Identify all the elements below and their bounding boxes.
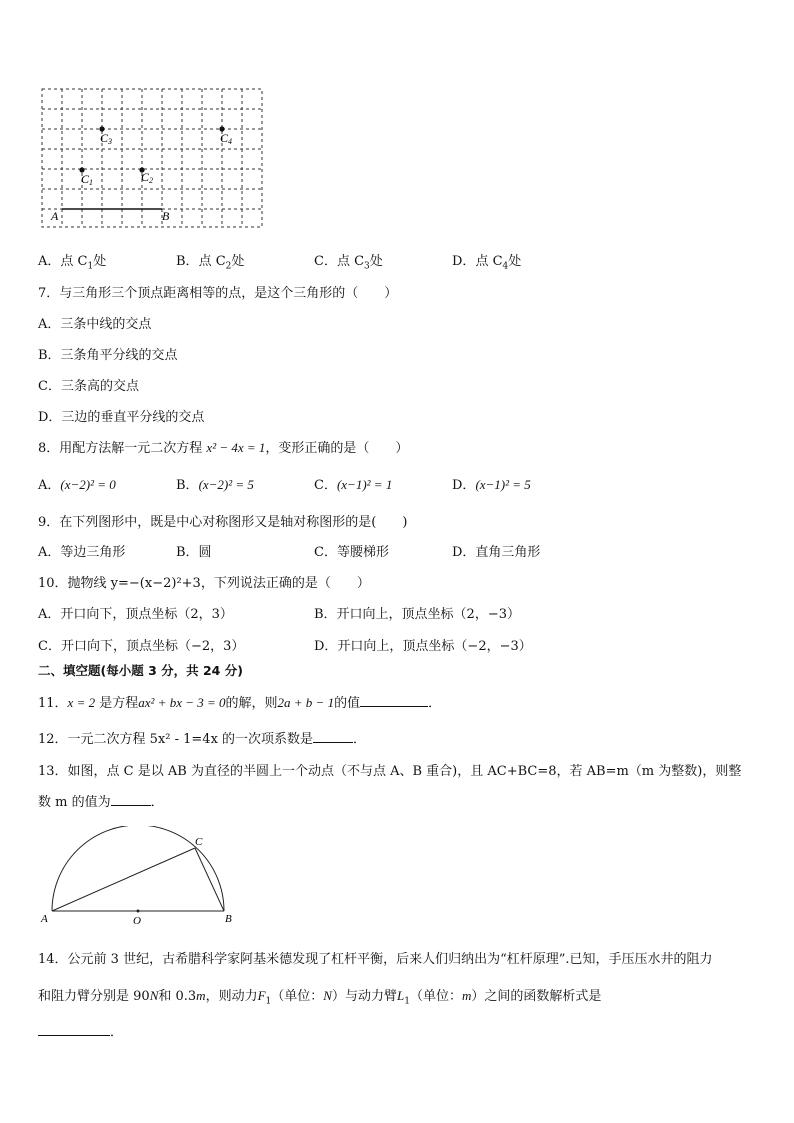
q6-option-c: C．点 $C_3$处 <box>314 254 383 272</box>
label-o: O <box>133 915 141 926</box>
q9-option-c: C．等腰梯形 <box>314 545 389 560</box>
label-c2: C2 <box>141 170 154 185</box>
label-a: A <box>41 913 48 925</box>
q13-line1: 13．如图，点 C 是以 AB 为直径的半圆上一个动点（不与点 A、B 重合)，且 AC+BC=8，若 AB=m（m 为整数)，则整 <box>38 764 742 779</box>
answer-blank <box>313 729 353 743</box>
semicircle-figure <box>38 826 248 926</box>
q12: 12．一元二次方程 5x² - 1=4x 的一次项系数是 ． <box>38 728 366 747</box>
q10-option-b: B．开口向上，顶点坐标（2，−3） <box>314 607 520 622</box>
label-c: C <box>195 836 203 848</box>
q6-option-d: D．点 $C_4$处 <box>452 254 522 272</box>
q9-option-b: B．圆 <box>176 545 212 560</box>
q13-line2: 数 m 的值为 ． <box>38 791 164 810</box>
q7-option-b: B．三条角平分线的交点 <box>38 348 178 363</box>
section-title: 二、填空题(每小题 3 分，共 24 分) <box>38 663 243 678</box>
q10-option-d: D．开口向上，顶点坐标（−2，−3） <box>314 639 532 654</box>
q14-line2: 和阻力臂分别是 90N和 0.3m，则动力$F_1$（单位：N）与动力臂$L_1$（单位：m）之间的函数解析式是 <box>38 988 602 1007</box>
q8-option-b: B．(x−2)² = 5 <box>176 477 254 493</box>
q14-line3: ． <box>38 1021 123 1040</box>
q7-option-c: C．三条高的交点 <box>38 379 139 394</box>
q8-option-a: A．(x−2)² = 0 <box>38 477 116 493</box>
q8-option-c: C．(x−1)² = 1 <box>314 477 393 493</box>
q6-option-b: B．点 $C_2$处 <box>176 254 245 272</box>
grid-figure <box>38 84 268 232</box>
answer-blank <box>38 1022 110 1036</box>
q8-option-d: D．(x−1)² = 5 <box>452 477 531 493</box>
q10-stem: 10．抛物线 y=−(x−2)²+3，下列说法正确的是（ ） <box>38 576 370 591</box>
answer-blank <box>111 792 151 806</box>
q8-stem: 8．用配方法解一元二次方程 x² − 4x = 1，变形正确的是（ ） <box>38 440 409 456</box>
q11: 11．x = 2 是方程ax² + bx − 3 = 0的解，则2a + b − 1的值 ． <box>38 695 442 711</box>
q9-stem: 9．在下列图形中，既是中心对称图形又是轴对称图形的是( ) <box>38 515 408 530</box>
chord-bc <box>195 848 224 911</box>
q7-stem: 7．与三角形三个顶点距离相等的点，是这个三角形的（ ） <box>38 286 398 301</box>
q9-option-a: A．等边三角形 <box>38 545 126 560</box>
answer-blank <box>360 693 428 707</box>
label-b: B <box>225 913 232 925</box>
label-c1: C1 <box>81 172 94 187</box>
q10-option-c: C．开口向下，顶点坐标（−2，3） <box>38 639 245 654</box>
q7-option-d: D．三边的垂直平分线的交点 <box>38 410 205 425</box>
grid-lines <box>42 89 262 227</box>
chord-ac <box>52 848 195 911</box>
q6-option-a: A．点 $C_1$处 <box>38 254 107 272</box>
q8-equation: x² − 4x = 1 <box>206 440 266 455</box>
q14-line1: 14．公元前 3 世纪，古希腊科学家阿基米德发现了杠杆平衡，后来人们归纳出为“杠杆原理”.已知，手压压水井的阻力 <box>38 952 713 967</box>
center-o <box>137 910 140 913</box>
label-c3: C3 <box>100 131 113 146</box>
q9-option-d: D．直角三角形 <box>452 545 541 560</box>
label-b: B <box>162 209 170 223</box>
label-c4: C4 <box>220 131 233 146</box>
q7-option-a: A．三条中线的交点 <box>38 317 152 332</box>
q10-option-a: A．开口向下，顶点坐标（2，3） <box>38 607 233 622</box>
label-a: A <box>51 209 59 223</box>
